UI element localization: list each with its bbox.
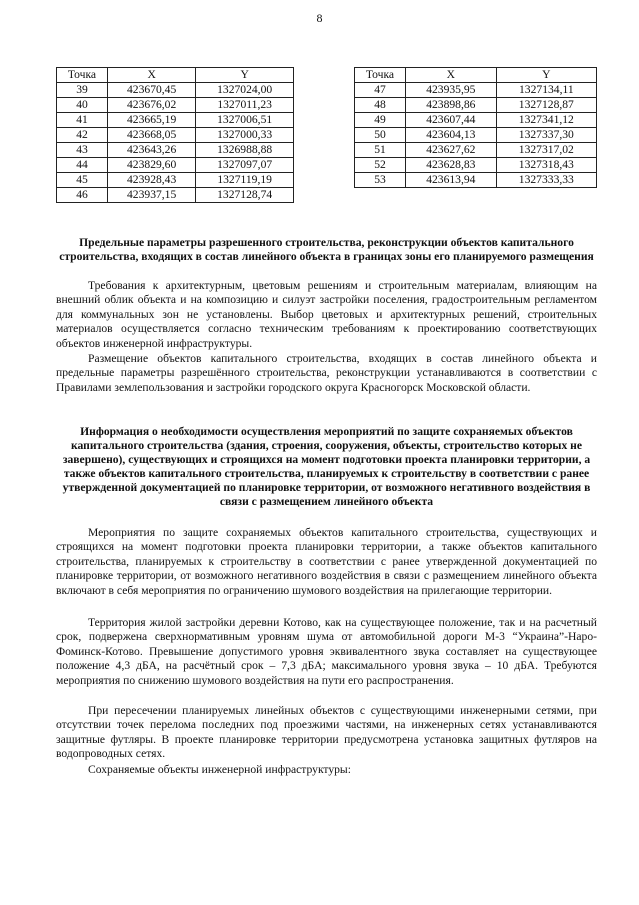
cell-x: 423668,05 [108, 128, 196, 143]
table-row [57, 143, 294, 158]
cell-point: 50 [355, 128, 406, 143]
cell-point: 52 [355, 158, 406, 173]
cell-y: 1327333,33 [496, 173, 596, 188]
cell-point: 51 [355, 143, 406, 158]
cell-x: 423613,94 [406, 173, 497, 188]
cell-y: 1327337,30 [496, 128, 596, 143]
cell-point: 40 [57, 98, 108, 113]
table-row [57, 128, 294, 143]
cell-x: 423937,15 [108, 188, 196, 203]
cell-y: 1327119,19 [196, 173, 294, 188]
cell-y: 1327024,00 [196, 83, 294, 98]
cell-point: 42 [57, 128, 108, 143]
table-row [355, 113, 597, 128]
cell-x: 423829,60 [108, 158, 196, 173]
cell-x: 423928,43 [108, 173, 196, 188]
header-y: Y [496, 68, 596, 83]
table-row [57, 188, 294, 203]
cell-x: 423665,19 [108, 113, 196, 128]
cell-y: 1327317,02 [496, 143, 596, 158]
cell-point: 49 [355, 113, 406, 128]
paragraph-preserved-infrastructure: Сохраняемые объекты инженерной инфраструктуры: [88, 763, 351, 776]
paragraph-protective-casings: При пересечении планируемых линейных объектов с существующими инженерными сетями, при отсутствии точек перелома последних под проезжими частями, на инженерных сетях устанавливаются защитные футляры. В проекте планировке территории предусмотрена установка защитных футляров на водопроводных сетях. [56, 704, 597, 761]
cell-x: 423643,26 [108, 143, 196, 158]
table-row [355, 158, 597, 173]
table-row [57, 83, 294, 98]
table-row [355, 143, 597, 158]
cell-point: 48 [355, 98, 406, 113]
cell-x: 423628,83 [406, 158, 497, 173]
cell-y: 1327000,33 [196, 128, 294, 143]
table-header-row [57, 68, 294, 83]
cell-y: 1327128,87 [496, 98, 596, 113]
cell-y: 1327097,07 [196, 158, 294, 173]
cell-point: 43 [57, 143, 108, 158]
cell-x: 423607,44 [406, 113, 497, 128]
cell-x: 423676,02 [108, 98, 196, 113]
cell-y: 1326988,88 [196, 143, 294, 158]
cell-y: 1327128,74 [196, 188, 294, 203]
table-row [57, 158, 294, 173]
table-row [355, 128, 597, 143]
cell-point: 41 [57, 113, 108, 128]
table-row [355, 83, 597, 98]
cell-x: 423935,95 [406, 83, 497, 98]
table-header-row [355, 68, 597, 83]
cell-x: 423670,45 [108, 83, 196, 98]
cell-y: 1327134,11 [496, 83, 596, 98]
table-row [355, 98, 597, 113]
paragraph-placement: Размещение объектов капитального строительства, входящих в состав линейного объекта и предельные параметры разрешённого строительства, реконструкции устанавливаются в соответствии с Правилами землепользования и застройки городского округа Красногорск Московской области. [56, 352, 597, 394]
cell-point: 47 [355, 83, 406, 98]
table-row [355, 173, 597, 188]
cell-point: 45 [57, 173, 108, 188]
coordinates-table-left [56, 67, 294, 203]
page-number: 8 [316, 11, 323, 25]
cell-y: 1327318,43 [496, 158, 596, 173]
paragraph-noise-impact: Территория жилой застройки деревни Котово, как на существующее положение, так и на расчетный срок, подвержена сверхнормативным уровням шума от автомобильной дороги М-3 “Украина”-Наро-Фоминск-Котово. Превышение допустимого уровня эквивалентного звука составляет на существующее положение 4,3 дБА, на расчётный срок – 7,3 дБА; максимального уровня звука – 10 дБА. Требуются мероприятия по снижению шумового воздействия на пути его распространения. [56, 616, 597, 687]
header-point: Точка [355, 68, 406, 83]
header-point: Точка [57, 68, 108, 83]
table-row [57, 113, 294, 128]
cell-y: 1327341,12 [496, 113, 596, 128]
cell-y: 1327006,51 [196, 113, 294, 128]
table-row [57, 98, 294, 113]
section-heading-parameters: Предельные параметры разрешенного строительства, реконструкции объектов капитального строительства, входящих в состав линейного объекта в границах зоны его планируемого размещения [59, 236, 594, 263]
header-x: X [108, 68, 196, 83]
paragraph-requirements: Требования к архитектурным, цветовым решениям и строительным материалам, влияющим на внешний облик объекта и на композицию и силуэт застройки поселения, градостроительным регламентом для коммунальных зон не установлены. Выбор цветовых и архитектурных решений, строительных материалов осуществляется согласно техническим требованиям к проектированию соответствующих объектов инженерной инфраструктуры. [56, 279, 597, 350]
cell-y: 1327011,23 [196, 98, 294, 113]
coordinates-table-right [354, 67, 597, 188]
cell-x: 423604,13 [406, 128, 497, 143]
cell-x: 423627,62 [406, 143, 497, 158]
cell-point: 44 [57, 158, 108, 173]
paragraph-protection-measures: Мероприятия по защите сохраняемых объектов капитального строительства, существующих и строящихся на момент подготовки проекта планировки территории, а также объектов капитального строительства, планируемых к строительству в соответствии с ранее утвержденной документацией по планировке территории, от возможного негативного воздействия в связи с размещением линейного объекта включают в себя мероприятия по ограничению шумового воздействия на прилегающие территории. [56, 526, 597, 597]
cell-point: 53 [355, 173, 406, 188]
cell-point: 39 [57, 83, 108, 98]
table-row [57, 173, 294, 188]
cell-x: 423898,86 [406, 98, 497, 113]
header-y: Y [196, 68, 294, 83]
section-heading-protection: Информация о необходимости осуществления мероприятий по защите сохраняемых объектов капитального строительства (здания, строения, сооружения, объекты, строительство которых не завершено), существующих и строящихся на момент подготовки проекта планировки территории, а также объектов капитального строительства, планируемых к строительству в соответствии с ранее утвержденной документацией по планировке территории, от возможного негативного воздействия в связи с размещением линейного объекта [62, 425, 591, 508]
cell-point: 46 [57, 188, 108, 203]
header-x: X [406, 68, 497, 83]
